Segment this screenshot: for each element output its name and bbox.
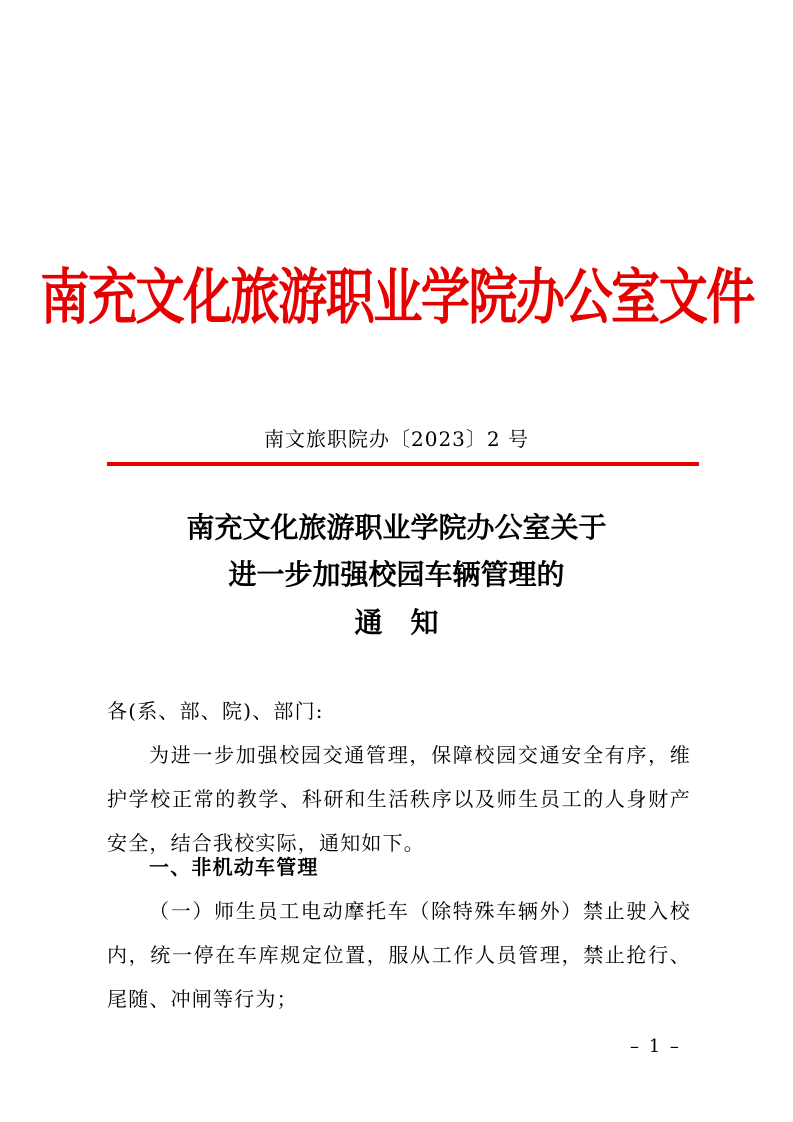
page-number: – 1 – (630, 1036, 681, 1057)
salutation: 各(系、部、院)、部门: (107, 699, 324, 723)
section-heading-1: 一、非机动车管理 (149, 855, 319, 879)
org-header-title: 南充文化旅游职业学院办公室文件 (39, 263, 754, 333)
red-divider-line (107, 462, 699, 466)
paragraph-intro: 为进一步加强校园交通管理，保障校园交通安全有序，维护学校正常的教学、科研和生活秩序以及师生员工的人身财产安全，结合我校实际，通知如下。 (107, 743, 691, 855)
notice-title-line-2: 进一步加强校园车辆管理的 (228, 558, 565, 591)
paragraph-item-1: （一）师生员工电动摩托车（除特殊车辆外）禁止驶入校内，统一停在车库规定位置，服从工作人员管理，禁止抢行、尾随、冲闸等行为； (107, 899, 691, 1011)
notice-title-line-3: 通知 (354, 606, 467, 639)
document-number: 南文旅职院办〔2023〕2 号 (264, 427, 529, 451)
notice-title-line-1: 南充文化旅游职业学院办公室关于 (186, 511, 607, 544)
